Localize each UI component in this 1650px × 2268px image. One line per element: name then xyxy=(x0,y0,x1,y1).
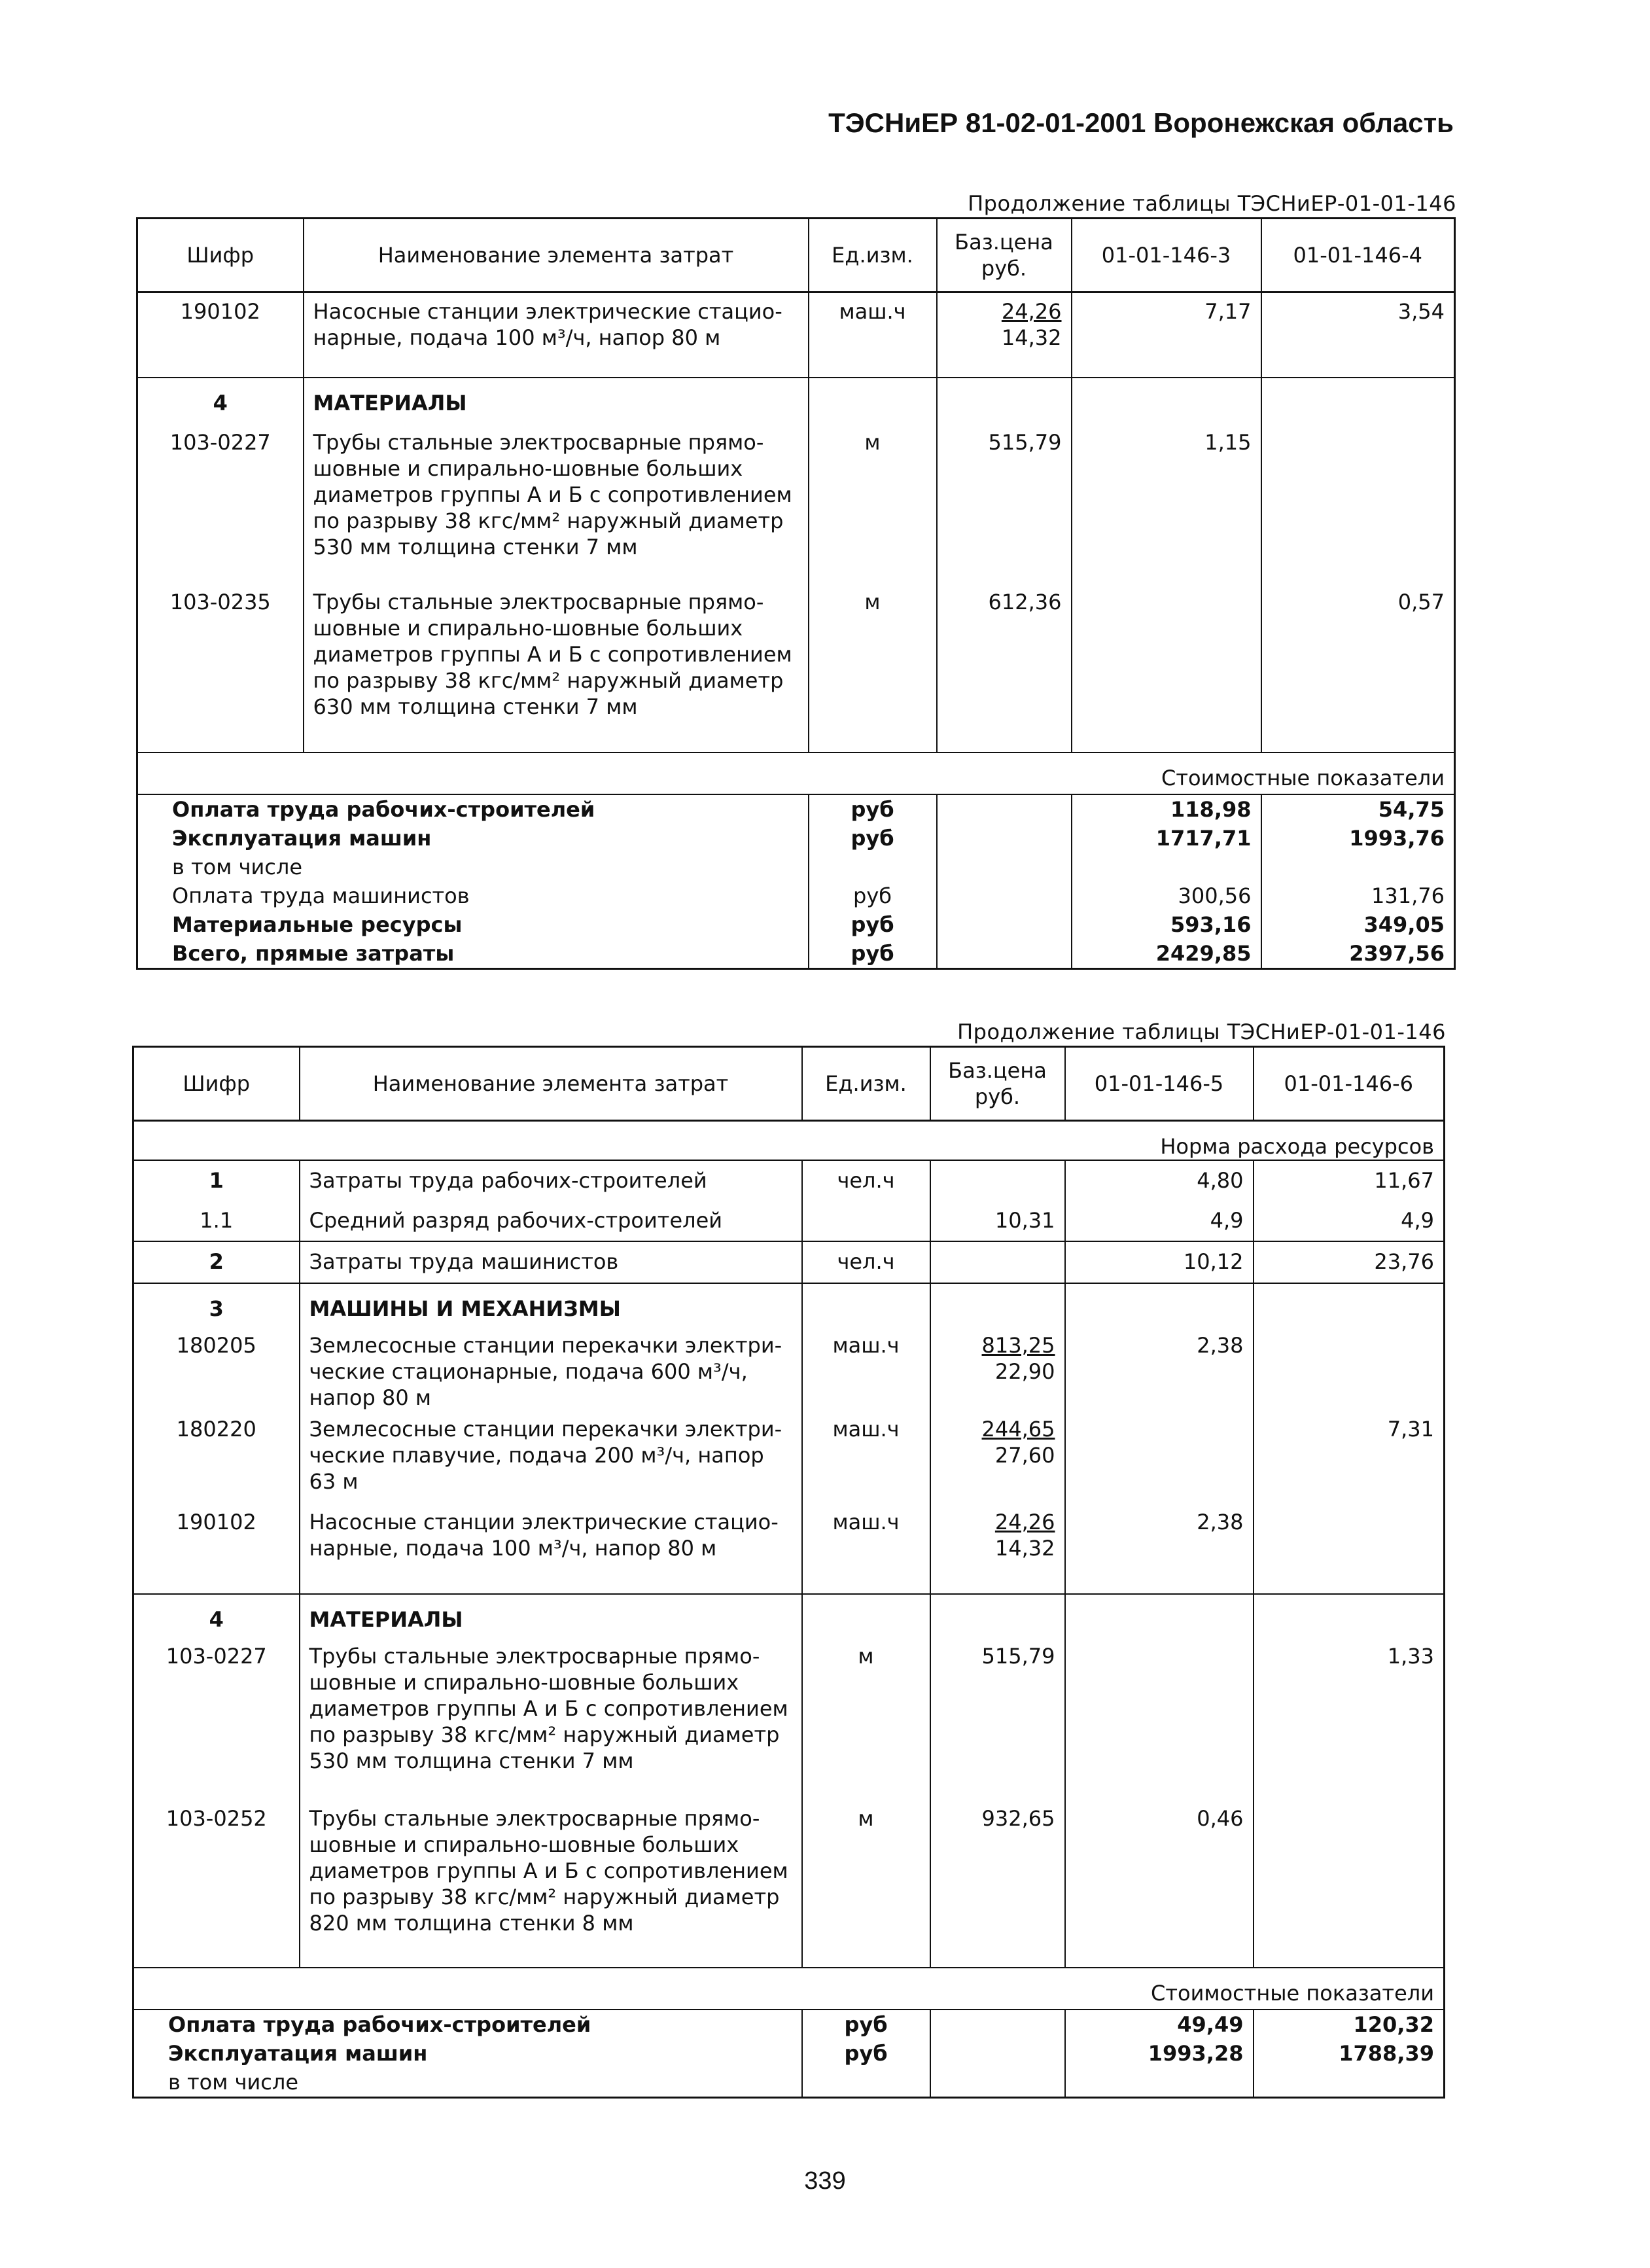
total-row xyxy=(133,2039,1445,2068)
table2-caption: Продолжение таблицы ТЭСНиЕР-01-01-146 xyxy=(957,1019,1446,1044)
row-value-6: 3,54 xyxy=(1397,299,1445,324)
section-title: МАШИНЫ И МЕХАНИЗМЫ xyxy=(309,1296,621,1321)
row-unit: м xyxy=(864,429,881,455)
total-unit: руб xyxy=(853,883,892,908)
row-price: 515,79 xyxy=(988,429,1062,455)
row-name: шовные и спирально-шовные больших xyxy=(309,1670,739,1695)
row-name: 530 мм толщина стенки 7 мм xyxy=(313,534,638,559)
row-value-6: 4,9 xyxy=(1401,1208,1434,1233)
table1-header-row xyxy=(137,219,1455,292)
row-code: 190102 xyxy=(176,1510,256,1534)
row-name: шовные и спирально-шовные больших xyxy=(313,615,743,641)
total-label: Всего, прямые затраты xyxy=(172,940,455,966)
row-name: диаметров группы А и Б с сопротивлением xyxy=(309,1858,788,1883)
total-row xyxy=(137,853,1455,881)
total-value-6: 1993,76 xyxy=(1349,825,1445,851)
row-name: диаметров группы А и Б с сопротивлением xyxy=(313,641,792,667)
row-value-5: 4,9 xyxy=(1210,1208,1244,1233)
row-value-6: 23,76 xyxy=(1374,1249,1434,1274)
section-number: 3 xyxy=(209,1296,224,1321)
total-unit: руб xyxy=(851,940,894,966)
col-header-code6: 01-01-146-6 xyxy=(1254,1047,1445,1121)
row-unit: маш.ч xyxy=(839,299,906,324)
row-name: Землесосные станции перекачки электри- xyxy=(309,1333,782,1358)
row-name: Землесосные станции перекачки электри- xyxy=(309,1417,782,1442)
total-unit: руб xyxy=(844,2041,888,2066)
table-row xyxy=(137,589,1455,753)
table2 xyxy=(132,1046,1445,2099)
total-value-5: 118,98 xyxy=(1170,796,1252,822)
row-unit: маш.ч xyxy=(832,1417,900,1442)
row-value-5: 4,80 xyxy=(1197,1168,1244,1193)
total-unit: руб xyxy=(851,912,894,937)
row-name: 63 м xyxy=(309,1469,359,1494)
section-number: 4 xyxy=(209,1607,224,1632)
row-value-6: 1,33 xyxy=(1387,1644,1434,1669)
row-unit: чел.ч xyxy=(837,1168,895,1193)
row-unit: м xyxy=(858,1644,874,1669)
section-title: МАТЕРИАЛЫ xyxy=(313,390,467,416)
total-label: Оплата труда рабочих-строителей xyxy=(168,2012,591,2037)
row-unit: м xyxy=(864,589,881,614)
total-label: в том числе xyxy=(168,2070,298,2095)
row-name: нарные, подача 100 м³/ч, напор 80 м xyxy=(313,325,721,350)
total-label: Материальные ресурсы xyxy=(172,912,463,937)
row-unit: м xyxy=(858,1806,874,1831)
resource-norm-label: Норма расхода ресурсов xyxy=(1160,1134,1434,1159)
table-row xyxy=(137,292,1455,378)
total-row xyxy=(137,824,1455,853)
total-value-5: 593,16 xyxy=(1170,912,1252,937)
row-price-labor: 27,60 xyxy=(994,1443,1055,1468)
row-code: 1 xyxy=(209,1168,224,1193)
row-price: 515,79 xyxy=(981,1644,1055,1669)
row-code: 103-0235 xyxy=(169,589,271,614)
total-label: Оплата труда рабочих-строителей xyxy=(172,796,595,822)
row-unit: маш.ч xyxy=(832,1333,900,1358)
table-row xyxy=(133,1322,1445,1416)
total-row xyxy=(133,2010,1445,2039)
row-price: 244,65 xyxy=(981,1417,1055,1442)
section-row xyxy=(133,1594,1445,1633)
total-value-6: 349,05 xyxy=(1363,912,1445,937)
row-unit: чел.ч xyxy=(837,1249,895,1274)
table2-header-row xyxy=(133,1047,1445,1121)
row-name: шовные и спирально-шовные больших xyxy=(313,455,743,481)
col-header-code: Шифр xyxy=(133,1047,300,1121)
row-name: по разрыву 38 кгс/мм² наружный диаметр xyxy=(309,1722,780,1747)
row-name: по разрыву 38 кгс/мм² наружный диаметр xyxy=(313,667,784,693)
row-name: Трубы стальные электросварные прямо- xyxy=(309,1644,760,1669)
row-name: ческие плавучие, подача 200 м³/ч, напор xyxy=(309,1443,764,1468)
table1-caption: Продолжение таблицы ТЭСНиЕР-01-01-146 xyxy=(968,191,1456,216)
row-name: диаметров группы А и Б с сопротивлением xyxy=(309,1696,788,1721)
col-header-name: Наименование элемента затрат xyxy=(304,219,809,292)
row-value-5: 0,46 xyxy=(1197,1806,1244,1831)
row-price: 612,36 xyxy=(988,589,1062,614)
row-name: 530 мм толщина стенки 7 мм xyxy=(309,1748,634,1773)
row-name: по разрыву 38 кгс/мм² наружный диаметр xyxy=(309,1885,780,1909)
total-value-6: 54,75 xyxy=(1378,796,1445,822)
table1 xyxy=(136,217,1456,970)
row-name: Трубы стальные электросварные прямо- xyxy=(309,1806,760,1831)
total-row xyxy=(137,939,1455,969)
total-unit: руб xyxy=(844,2012,888,2037)
col-header-price: Баз.цена руб. xyxy=(937,219,1072,292)
total-unit: руб xyxy=(851,825,894,851)
page-number: 339 xyxy=(804,2167,846,2195)
document-header: ТЭСНиЕР 81-02-01-2001 Воронежская область xyxy=(828,107,1454,138)
row-unit: маш.ч xyxy=(832,1510,900,1534)
col-header-code5: 01-01-146-5 xyxy=(1065,1047,1254,1121)
table-row xyxy=(133,1160,1445,1202)
total-row xyxy=(137,910,1455,939)
total-row xyxy=(137,794,1455,824)
row-name: напор 80 м xyxy=(309,1385,432,1410)
resource-norm-row xyxy=(133,1121,1445,1161)
row-name: Средний разряд рабочих-строителей xyxy=(309,1208,723,1233)
row-value-5: 7,17 xyxy=(1204,299,1252,324)
col-header-code5: 01-01-146-3 xyxy=(1072,219,1261,292)
table-row xyxy=(133,1805,1445,1968)
col-header-code6: 01-01-146-4 xyxy=(1261,219,1455,292)
total-value-6: 131,76 xyxy=(1371,883,1445,908)
row-code: 1.1 xyxy=(200,1208,234,1233)
row-code: 103-0252 xyxy=(166,1806,267,1831)
row-name: шовные и спирально-шовные больших xyxy=(309,1832,739,1857)
total-unit: руб xyxy=(851,796,894,822)
row-value-5: 2,38 xyxy=(1197,1333,1244,1358)
row-code: 180205 xyxy=(176,1333,256,1358)
row-price: 932,65 xyxy=(981,1806,1055,1831)
row-value-5: 1,15 xyxy=(1204,429,1252,455)
row-name: 820 мм толщина стенки 8 мм xyxy=(309,1911,634,1936)
row-code: 103-0227 xyxy=(169,429,271,455)
row-name: ческие стационарные, подача 600 м³/ч, xyxy=(309,1359,748,1384)
row-name: Трубы стальные электросварные прямо- xyxy=(313,429,764,455)
row-code: 2 xyxy=(209,1249,224,1274)
table-row xyxy=(133,1509,1445,1594)
total-label: в том числе xyxy=(172,854,302,879)
table-row xyxy=(137,416,1455,589)
cost-indicators-row xyxy=(133,1968,1445,2010)
row-value-6: 11,67 xyxy=(1374,1168,1434,1193)
row-name: Затраты труда рабочих-строителей xyxy=(309,1168,707,1193)
row-price: 813,25 xyxy=(981,1333,1055,1358)
total-value-5: 1717,71 xyxy=(1155,825,1252,851)
total-label: Эксплуатация машин xyxy=(168,2041,428,2066)
section-number: 4 xyxy=(213,390,228,416)
row-name: Затраты труда машинистов xyxy=(309,1249,619,1274)
total-value-6: 2397,56 xyxy=(1349,940,1445,966)
total-value-5: 49,49 xyxy=(1177,2012,1244,2037)
cost-indicators-row xyxy=(137,753,1455,794)
col-header-name: Наименование элемента затрат xyxy=(300,1047,802,1121)
row-code: 103-0227 xyxy=(166,1644,267,1669)
row-name: нарные, подача 100 м³/ч, напор 80 м xyxy=(309,1536,717,1561)
table-row xyxy=(133,1241,1445,1283)
table-row xyxy=(133,1202,1445,1241)
cost-indicators-label: Стоимостные показатели xyxy=(1151,1981,1434,2006)
row-price-labor: 22,90 xyxy=(994,1359,1055,1384)
total-value-5: 1993,28 xyxy=(1148,2041,1244,2066)
total-row xyxy=(137,881,1455,910)
table-row xyxy=(133,1416,1445,1509)
total-label: Оплата труда машинистов xyxy=(172,883,470,908)
total-value-6: 1788,39 xyxy=(1339,2041,1434,2066)
row-value-5: 2,38 xyxy=(1197,1510,1244,1534)
section-title: МАТЕРИАЛЫ xyxy=(309,1607,463,1632)
row-price: 24,26 xyxy=(1001,299,1062,324)
row-name: Трубы стальные электросварные прямо- xyxy=(313,589,764,614)
total-value-6: 120,32 xyxy=(1353,2012,1434,2037)
row-value-6: 0,57 xyxy=(1397,589,1445,614)
col-header-price: Баз.цена руб. xyxy=(930,1047,1065,1121)
section-row xyxy=(133,1283,1445,1322)
total-label: Эксплуатация машин xyxy=(172,825,432,851)
total-value-5: 300,56 xyxy=(1178,883,1252,908)
row-value-5: 10,12 xyxy=(1183,1249,1244,1274)
row-value-6: 7,31 xyxy=(1387,1417,1434,1442)
row-name: по разрыву 38 кгс/мм² наружный диаметр xyxy=(313,508,784,533)
row-price-labor: 14,32 xyxy=(1001,325,1062,350)
total-value-5: 2429,85 xyxy=(1155,940,1252,966)
row-code: 180220 xyxy=(176,1417,256,1442)
row-code: 190102 xyxy=(180,299,260,324)
section-row xyxy=(137,378,1455,416)
col-header-code: Шифр xyxy=(137,219,304,292)
row-price: 24,26 xyxy=(994,1510,1055,1534)
col-header-unit: Ед.изм. xyxy=(809,219,937,292)
row-name: диаметров группы А и Б с сопротивлением xyxy=(313,482,792,507)
cost-indicators-label: Стоимостные показатели xyxy=(1161,765,1445,790)
row-name: Насосные станции электрические стацио- xyxy=(309,1510,779,1534)
col-header-unit: Ед.изм. xyxy=(802,1047,930,1121)
total-row xyxy=(133,2068,1445,2098)
row-price: 10,31 xyxy=(994,1208,1055,1233)
row-name: Насосные станции электрические стацио- xyxy=(313,299,782,324)
table-row xyxy=(133,1633,1445,1805)
row-price-labor: 14,32 xyxy=(994,1536,1055,1561)
row-name: 630 мм толщина стенки 7 мм xyxy=(313,694,638,719)
